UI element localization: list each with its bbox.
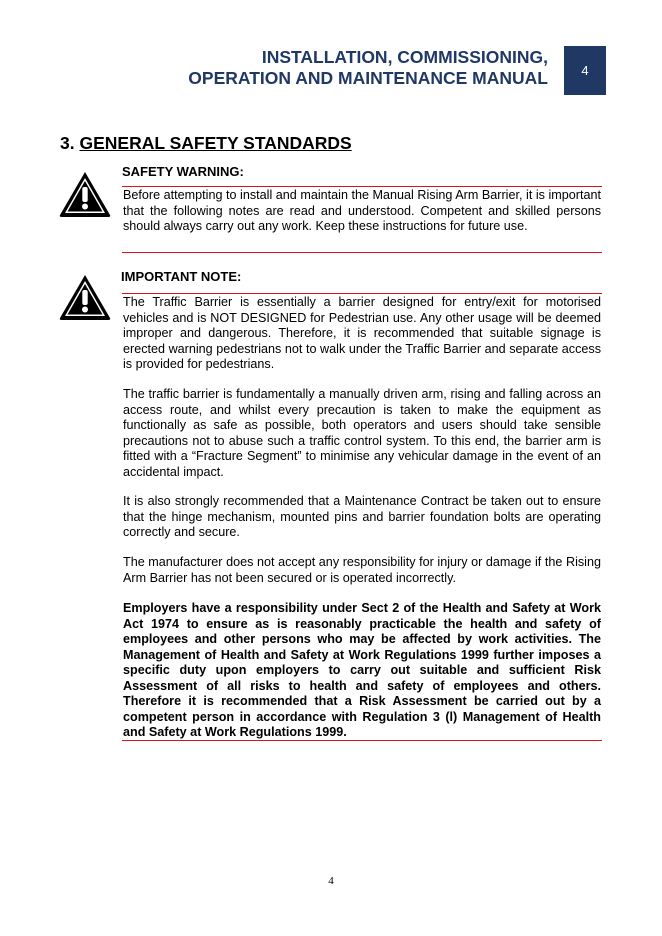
- section-title: GENERAL SAFETY STANDARDS: [79, 133, 352, 153]
- important-note-paragraph-3: It is also strongly recommended that a Maintenance Contract be taken out to ensure that the hinge mechanism, mounted pins and barrier foundation bolts are operating correctly and secure.: [123, 494, 601, 539]
- document-title-line-2: OPERATION AND MAINTENANCE MANUAL: [188, 68, 548, 88]
- safety-warning-text: Before attempting to install and maintain the Manual Rising Arm Barrier, it is important that the following notes are read and understood. Competent and skilled persons should always carry out any work. Keep these instructions for future use.: [123, 188, 601, 233]
- important-note-paragraph-2: The traffic barrier is fundamentally a manually driven arm, rising and falling across an access route, and whilst every precaution is taken to make the equipment as functionally as safe as possible, both operators and users should take sensible precautions not to abuse such a traffic control system. To this end, the barrier arm is fitted with a “Fracture Segment” to minimise any vehicular damage in the event of an accidental impact.: [123, 387, 601, 479]
- footer-page-number: 4: [328, 875, 334, 887]
- important-note-legal-paragraph: Employers have a responsibility under Sect 2 of the Health and Safety at Work Act 1974 to ensure as is reasonably practicable the health and safety of employees and other persons who may be affected by work activities. The Management of Health and Safety at Work Regulations 1999 further imposes a specific duty upon employers to carry out suitable and sufficient Risk Assessment of all risks to health and safety of employees and others. Therefore it is recommended that a Risk Assessment be carried out by a competent person in accordance with Regulation 3 (l) Management of Health and Safety at Work Regulations 1999.: [123, 601, 601, 739]
- important-note-top-rule: [122, 293, 602, 294]
- important-note-bottom-rule: [122, 740, 602, 741]
- warning-triangle-icon: [58, 170, 112, 218]
- document-title: [188, 47, 548, 89]
- document-title-line-1: INSTALLATION, COMMISSIONING,: [261, 47, 548, 67]
- section-number: 3.: [60, 133, 75, 153]
- page-number-badge: 4: [564, 46, 606, 95]
- important-note-paragraph-4: The manufacturer does not accept any responsibility for injury or damage if the Rising Arm Barrier has not been secured or is operated incorrectly.: [123, 555, 601, 585]
- important-note-paragraph-1: The Traffic Barrier is essentially a barrier designed for entry/exit for motorised vehicles and is NOT DESIGNED for Pedestrian use. Any other usage will be deemed improper and dangerous. Therefore, it is recommended that suitable signage is erected warning pedestrians not to walk under the Traffic Barrier and separate access is provided for pedestrians.: [123, 295, 601, 371]
- safety-warning-top-rule: [122, 186, 602, 187]
- safety-warning-label: SAFETY WARNING:: [122, 164, 244, 179]
- warning-triangle-icon: [58, 273, 112, 321]
- section-heading: [60, 133, 352, 154]
- safety-warning-bottom-rule: [122, 252, 602, 253]
- important-note-label: IMPORTANT NOTE:: [121, 269, 242, 284]
